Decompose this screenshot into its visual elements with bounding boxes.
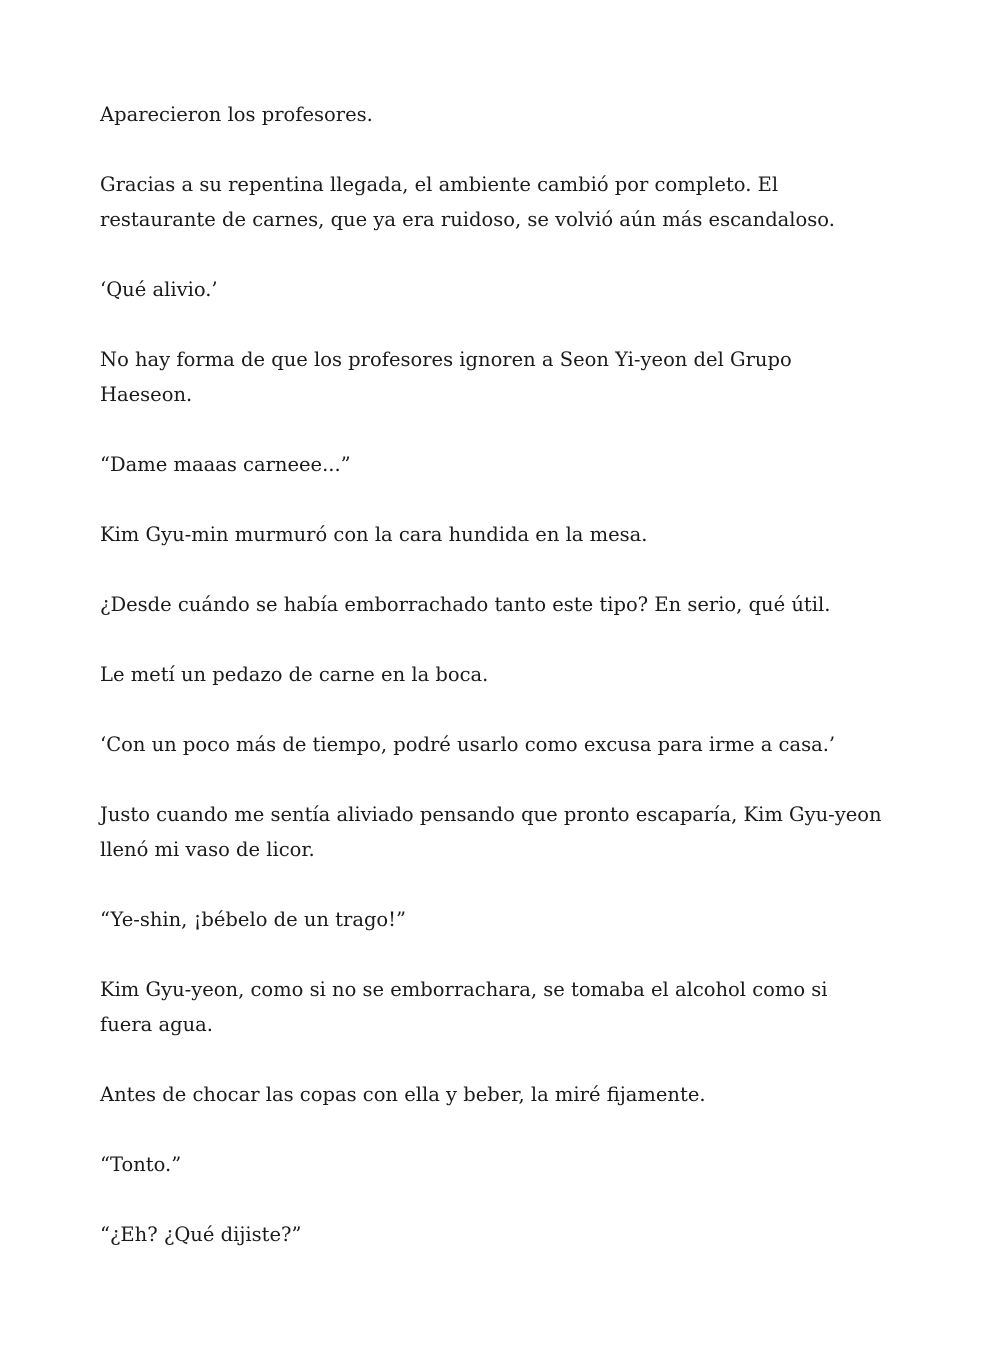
paragraph (100, 167, 920, 237)
paragraph (100, 902, 920, 937)
paragraph-line: Gracias a su repentina llegada, el ambiente cambió por completo. El (100, 173, 779, 196)
paragraph (100, 657, 920, 692)
paragraph (100, 517, 920, 552)
paragraph (100, 272, 920, 307)
paragraph-line: ‘Qué alivio.’ (100, 278, 218, 301)
paragraph (100, 342, 920, 412)
paragraph-line: ‘Con un poco más de tiempo, podré usarlo como excusa para irme a casa.’ (100, 733, 836, 756)
paragraph (100, 972, 920, 1042)
document-body (100, 97, 920, 1287)
paragraph (100, 97, 920, 132)
paragraph (100, 1217, 920, 1252)
paragraph-line: No hay forma de que los profesores ignoren a Seon Yi-yeon del Grupo (100, 348, 792, 371)
paragraph-line: Aparecieron los profesores. (100, 103, 373, 126)
paragraph (100, 727, 920, 762)
paragraph-line: llenó mi vaso de licor. (100, 838, 315, 861)
paragraph-line: “Ye-shin, ¡bébelo de un trago!” (100, 908, 406, 931)
paragraph-line: Haeseon. (100, 383, 193, 406)
paragraph (100, 797, 920, 867)
paragraph-line: “Tonto.” (100, 1153, 182, 1176)
paragraph-line: restaurante de carnes, que ya era ruidoso, se volvió aún más escandaloso. (100, 208, 835, 231)
paragraph-line: Kim Gyu-min murmuró con la cara hundida en la mesa. (100, 523, 648, 546)
paragraph-line: “Dame maaas carneee...” (100, 453, 351, 476)
paragraph-line: Justo cuando me sentía aliviado pensando que pronto escaparía, Kim Gyu-yeon (100, 803, 882, 826)
paragraph-line: Kim Gyu-yeon, como si no se emborrachara, se tomaba el alcohol como si (100, 978, 828, 1001)
paragraph (100, 447, 920, 482)
paragraph-line: Antes de chocar las copas con ella y beber, la miré fijamente. (100, 1083, 706, 1106)
paragraph (100, 1147, 920, 1182)
paragraph (100, 587, 920, 622)
paragraph-line: ¿Desde cuándo se había emborrachado tanto este tipo? En serio, qué útil. (100, 593, 831, 616)
paragraph (100, 1077, 920, 1112)
paragraph-line: “¿Eh? ¿Qué dijiste?” (100, 1223, 302, 1246)
paragraph-line: fuera agua. (100, 1013, 213, 1036)
paragraph-line: Le metí un pedazo de carne en la boca. (100, 663, 489, 686)
